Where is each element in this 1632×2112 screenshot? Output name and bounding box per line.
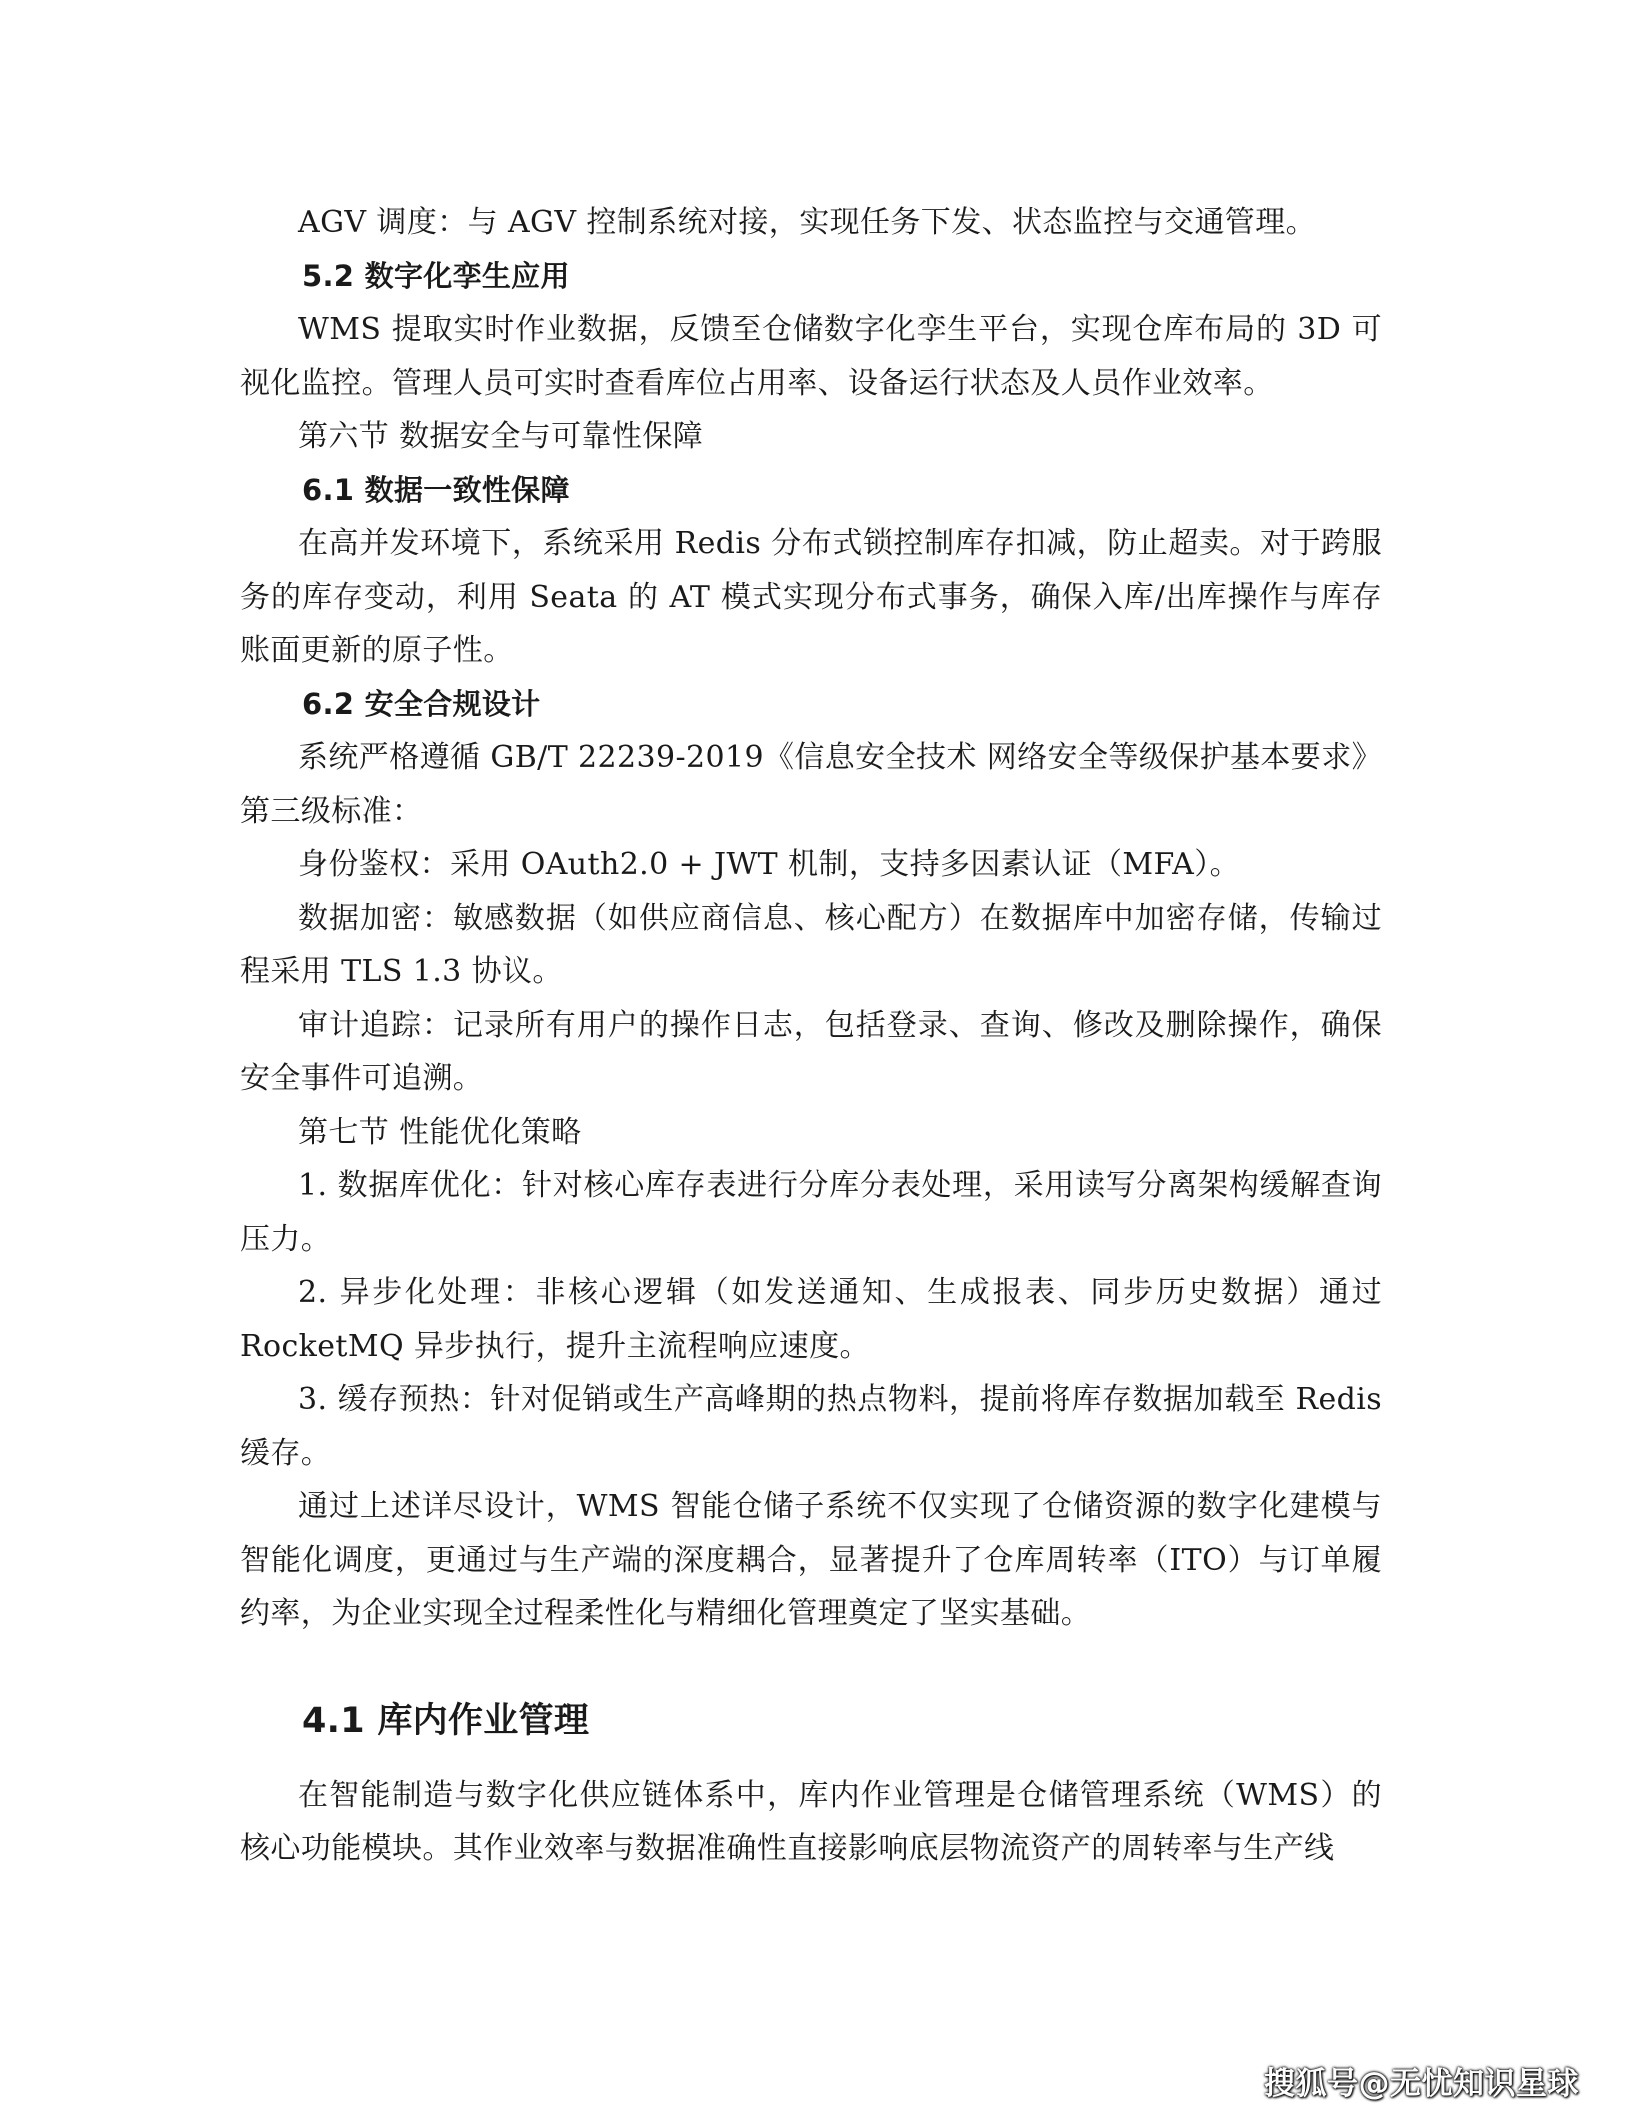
audit-paragraph: 审计追踪：记录所有用户的操作日志，包括登录、查询、修改及删除操作，确保安全事件可追溯。 [240, 1007, 1382, 1096]
async-paragraph: 2. 异步化处理：非核心逻辑（如发送通知、生成报表、同步历史数据）通过 RocketMQ 异步执行，提升主流程响应速度。 [240, 1275, 1382, 1364]
intro-4-1-paragraph: 在智能制造与数字化供应链体系中，库内作业管理是仓储管理系统（WMS）的核心功能模块。其作业效率与数据准确性直接影响底层物流资产的周转率与生产线 [240, 1777, 1382, 1866]
cache-paragraph: 3. 缓存预热：针对促销或生产高峰期的热点物料，提前将库存数据加载至 Redis 缓存。 [240, 1382, 1382, 1471]
document-body [240, 196, 1382, 1876]
heading-6-2: 6.2 安全合规设计 [302, 686, 541, 721]
consistency-paragraph: 在高并发环境下，系统采用 Redis 分布式锁控制库存扣减，防止超卖。对于跨服务的库存变动，利用 Seata 的 AT 模式实现分布式事务，确保入库/出库操作与库存账面更新的原子性。 [240, 526, 1382, 668]
heading-6-1: 6.1 数据一致性保障 [302, 472, 570, 507]
watermark: 搜狐号@无忧知识星球 [1264, 2066, 1579, 2102]
encryption-paragraph: 数据加密：敏感数据（如供应商信息、核心配方）在数据库中加密存储，传输过程采用 TLS 1.3 协议。 [240, 900, 1382, 989]
section-6-heading: 第六节 数据安全与可靠性保障 [298, 419, 704, 454]
db-optimization-paragraph: 1. 数据库优化：针对核心库存表进行分库分表处理，采用读写分离架构缓解查询压力。 [240, 1168, 1382, 1257]
compliance-paragraph: 系统严格遵循 GB/T 22239-2019《信息安全技术 网络安全等级保护基本要求》第三级标准： [240, 740, 1382, 829]
auth-paragraph: 身份鉴权：采用 OAuth2.0 + JWT 机制，支持多因素认证（MFA）。 [298, 847, 1241, 882]
heading-5-2: 5.2 数字化孪生应用 [302, 258, 570, 293]
section-7-heading: 第七节 性能优化策略 [298, 1114, 582, 1150]
digital-twin-paragraph: WMS 提取实时作业数据，反馈至仓储数字化孪生平台，实现仓库布局的 3D 可视化监控。管理人员可实时查看库位占用率、设备运行状态及人员作业效率。 [240, 312, 1382, 401]
heading-4-1: 4.1 库内作业管理 [302, 1700, 590, 1741]
summary-paragraph: 通过上述详尽设计，WMS 智能仓储子系统不仅实现了仓储资源的数字化建模与智能化调度，更通过与生产端的深度耦合，显著提升了仓库周转率（ITO）与订单履约率，为企业实现全过程柔性化与精细化管理奠定了坚实基础。 [240, 1489, 1382, 1631]
agv-scheduling-paragraph: AGV 调度：与 AGV 控制系统对接，实现任务下发、状态监控与交通管理。 [298, 205, 1316, 240]
